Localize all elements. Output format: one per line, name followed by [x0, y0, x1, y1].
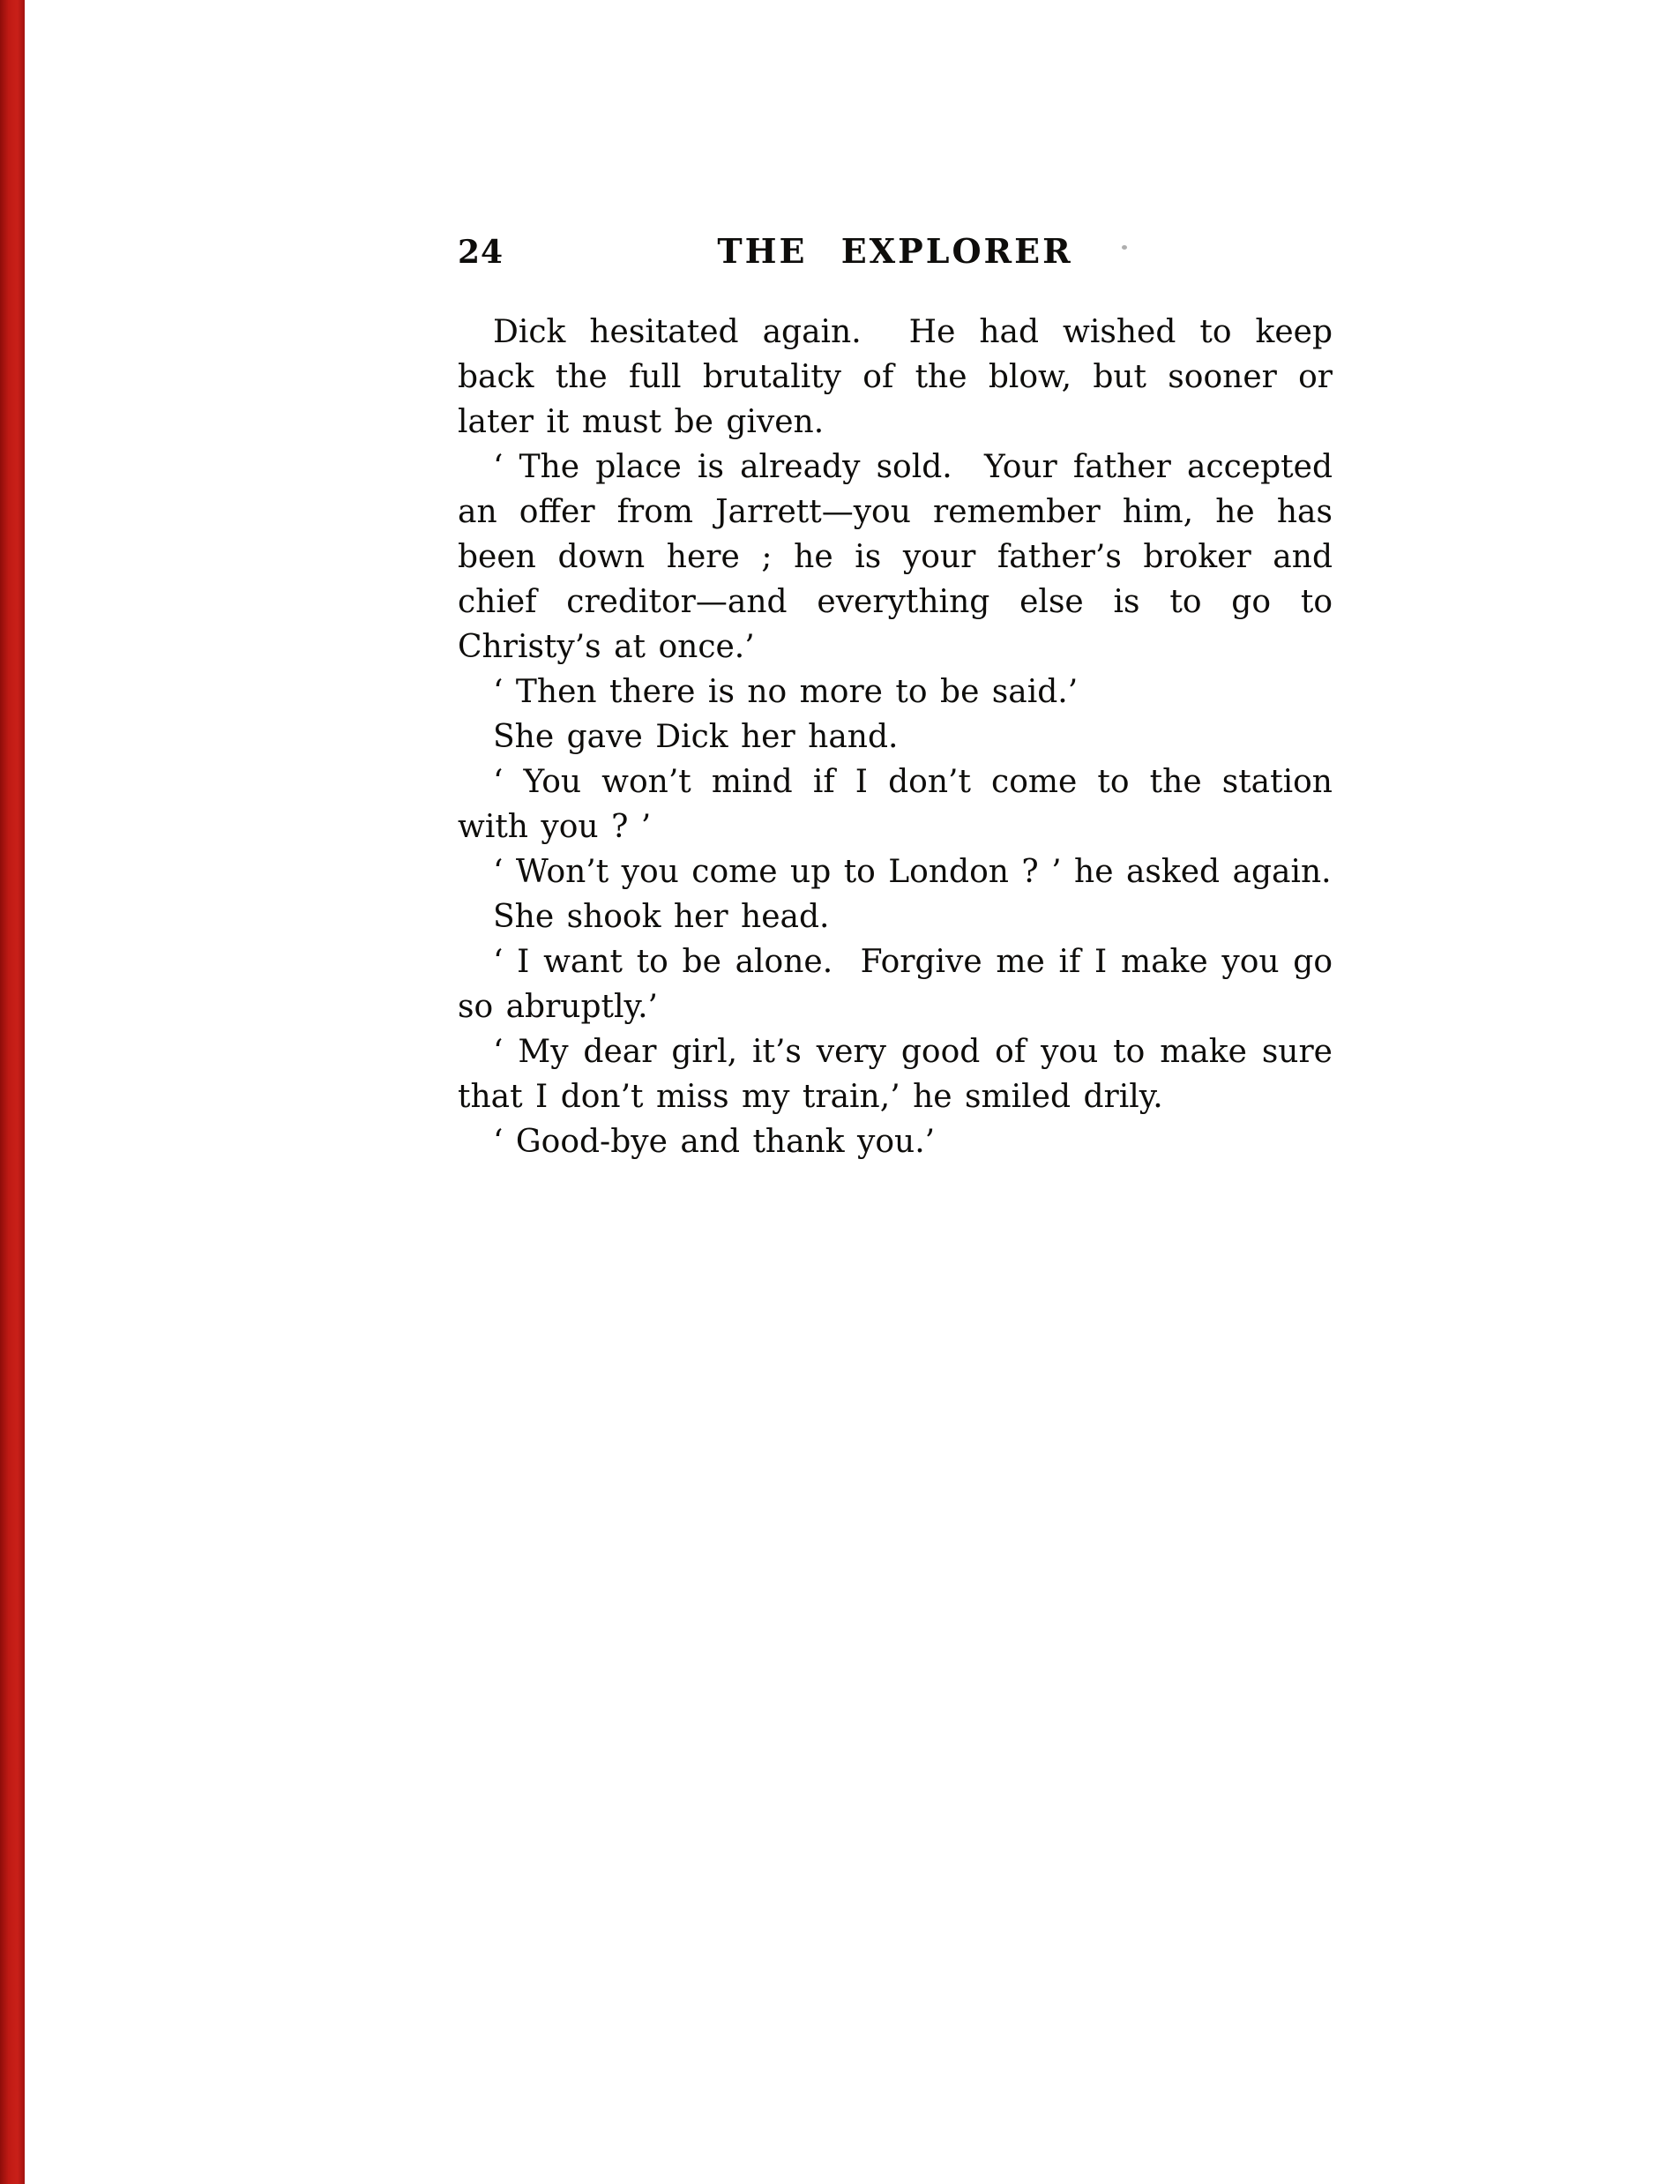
running-header	[458, 231, 1333, 271]
paragraph: She shook her head.	[493, 899, 830, 935]
paragraph: ‘ My dear girl, it’s very good of you to make sure that I don’t miss my train,’ he smiled drily.	[458, 1034, 1346, 1115]
scan-speck	[1122, 245, 1127, 250]
paragraph: ‘ Then there is no more to be said.’	[493, 674, 1079, 710]
paragraph: ‘ The place is already sold. Your father accepted an offer from Jarrett—you remember him, he has been down here ; he is your father’s broker and chief creditor—and everything else is to go to Christy’s at once.’	[458, 449, 1346, 665]
paragraph: She gave Dick her hand.	[493, 719, 899, 755]
body-text	[458, 310, 1346, 1164]
paragraph: ‘ I want to be alone. Forgive me if I make you go so abruptly.’	[458, 944, 1346, 1025]
page-content	[458, 231, 1346, 1164]
paragraph: Dick hesitated again. He had wished to keep back the full brutality of the blow, but sooner or later it must be given.	[458, 314, 1346, 440]
paragraph: ‘ You won’t mind if I don’t come to the station with you ? ’	[458, 764, 1346, 845]
paragraph: ‘ Won’t you come up to London ? ’ he asked again.	[493, 854, 1332, 890]
binding-red-edge	[0, 0, 25, 2184]
page-number: 24	[458, 234, 504, 271]
page-title: THE EXPLORER	[717, 231, 1073, 271]
paragraph: ‘ Good-bye and thank you.’	[493, 1124, 936, 1160]
